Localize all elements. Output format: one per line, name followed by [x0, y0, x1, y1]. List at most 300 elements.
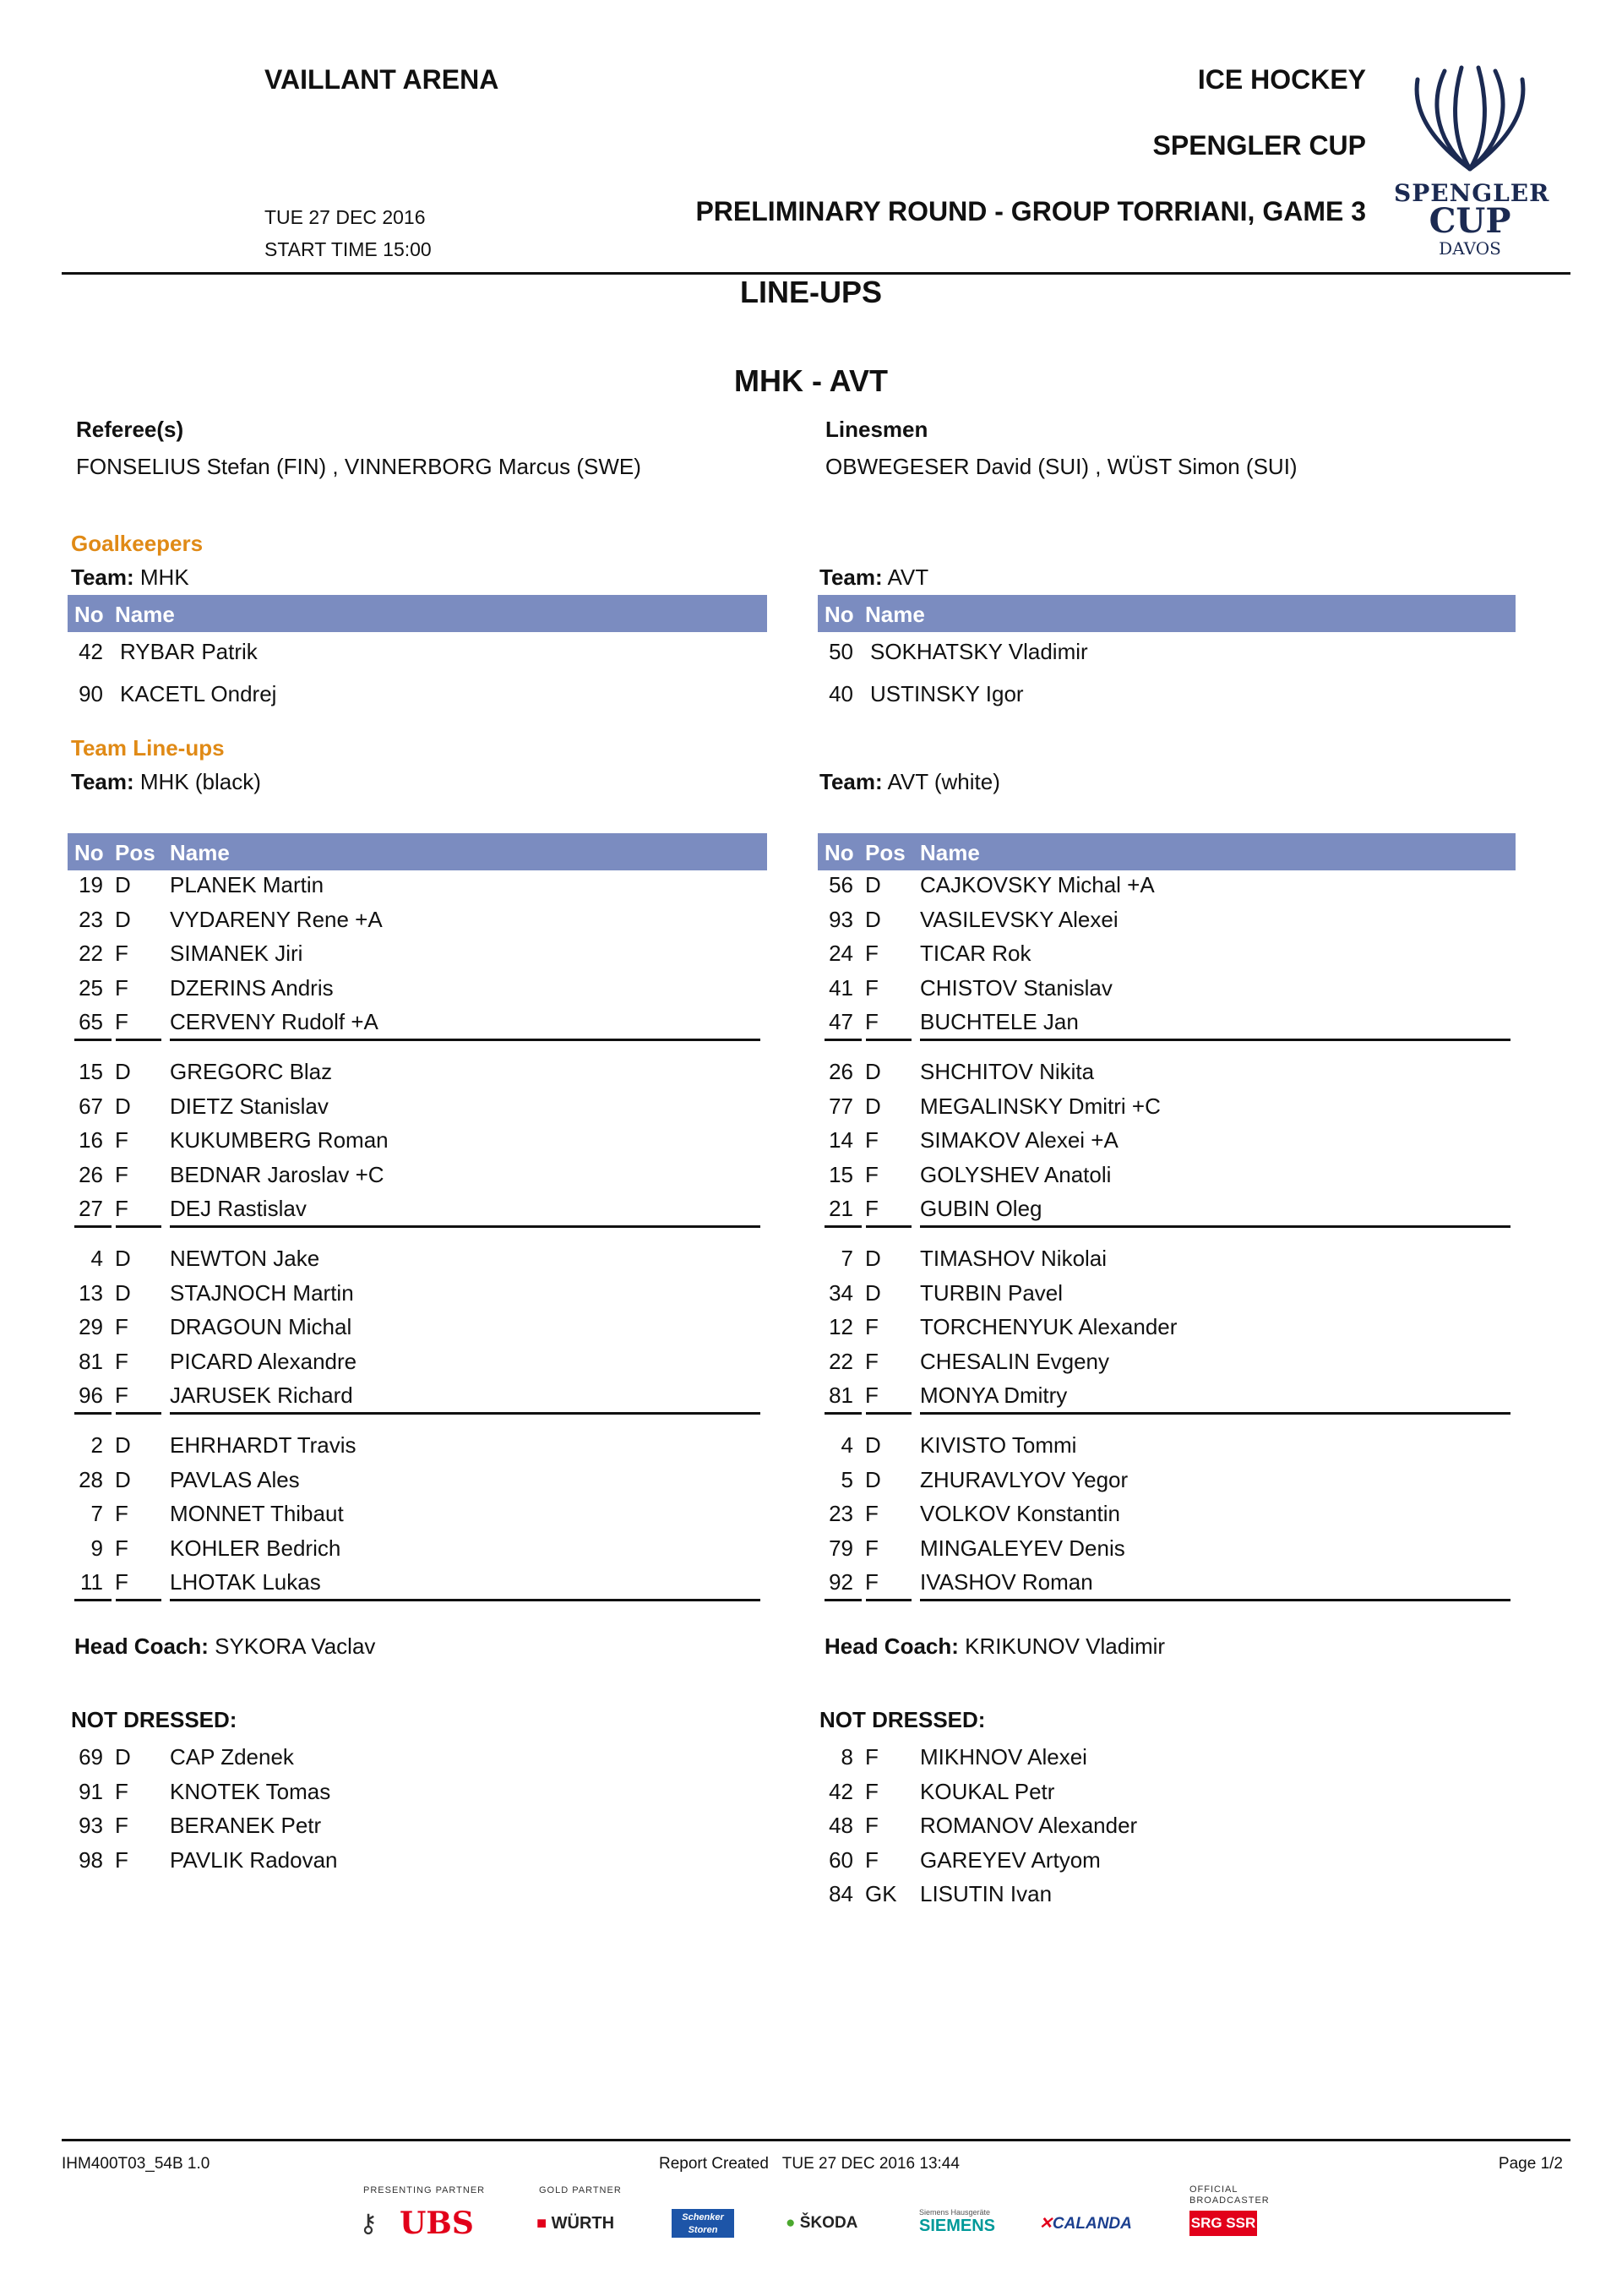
col-no: No [825, 602, 854, 627]
player-number: 84 [829, 1881, 853, 1906]
player-name: TURBIN Pavel [920, 1279, 1064, 1306]
player-row [68, 907, 743, 941]
player-position: F [115, 1813, 128, 1838]
broadcaster-label-2: BROADCASTER [1189, 2195, 1270, 2206]
player-position: F [865, 1383, 879, 1408]
line-separator [920, 1599, 1510, 1601]
player-position: D [865, 1466, 881, 1492]
gk-away-team [819, 564, 928, 591]
player-row [68, 1501, 743, 1535]
player-number: 11 [80, 1569, 103, 1595]
skoda-logo [786, 2214, 857, 2233]
player-number: 34 [829, 1279, 853, 1306]
crown-icon [1394, 61, 1546, 179]
col-name: Name [920, 840, 980, 865]
player-number: 98 [79, 1846, 103, 1873]
player-name: BERANEK Petr [170, 1813, 322, 1838]
start-time: START TIME 15:00 [264, 238, 432, 260]
player-position: D [865, 1093, 881, 1119]
player-position: F [865, 1813, 879, 1838]
coach-label: Head Coach: [825, 1633, 959, 1659]
report-created [659, 2155, 960, 2173]
player-row [68, 872, 743, 906]
player-row [818, 1349, 1494, 1383]
wurth-mark-icon: ■ [536, 2214, 547, 2233]
player-number: 77 [829, 1093, 853, 1119]
player-row [68, 1467, 743, 1501]
player-position: F [115, 1778, 128, 1804]
footer-rule [62, 2139, 1570, 2141]
player-position: D [115, 906, 131, 932]
player-position: F [865, 1535, 879, 1561]
player-number: 81 [829, 1383, 853, 1408]
col-no: No [74, 840, 104, 865]
player-name: BUCHTELE Jan [920, 1009, 1079, 1034]
broadcaster-label [1189, 2184, 1270, 2206]
player-number: 56 [829, 872, 853, 897]
linesmen-label: Linesmen [825, 417, 928, 442]
player-name: KUKUMBERG Roman [170, 1127, 389, 1153]
report-created-time: TUE 27 DEC 2016 13:44 [781, 2155, 960, 2173]
player-number: 4 [841, 1432, 853, 1458]
ubs-text: UBS [400, 2206, 474, 2241]
player-position: F [115, 1569, 128, 1595]
player-name: SIMAKOV Alexei +A [920, 1127, 1119, 1153]
player-position: D [865, 1059, 881, 1084]
gk-row [818, 681, 1494, 715]
not-dressed-row [818, 1881, 1494, 1915]
player-position: F [115, 1196, 128, 1221]
schenker-line2: Storen [688, 2225, 718, 2235]
gk-home-team [71, 564, 189, 591]
player-row [818, 1246, 1494, 1279]
team-name: MHK [139, 564, 189, 590]
player-position: F [865, 1846, 879, 1873]
lineup-away-team [819, 769, 1000, 795]
skoda-arrow-icon: ● [786, 2214, 796, 2232]
ubs-keys-icon: ⚷ [359, 2210, 378, 2238]
player-row [818, 941, 1494, 974]
col-no: No [74, 602, 104, 627]
player-name: JARUSEK Richard [170, 1383, 353, 1408]
player-position: F [865, 1196, 879, 1221]
player-position: D [115, 1466, 131, 1492]
not-dressed-row [68, 1813, 743, 1846]
not-dressed-row [818, 1813, 1494, 1846]
home-not-dressed-label: NOT DRESSED: [71, 1707, 237, 1732]
player-name: DIETZ Stanislav [170, 1093, 329, 1119]
player-name: CHESALIN Evgeny [920, 1348, 1109, 1374]
coach-name: KRIKUNOV Vladimir [965, 1633, 1166, 1659]
player-position: F [865, 1161, 879, 1187]
player-position: D [115, 1059, 131, 1084]
calanda-logo [1039, 2214, 1132, 2233]
broadcaster-label-1: OFFICIAL [1189, 2184, 1238, 2195]
round-info: PRELIMINARY ROUND - GROUP TORRIANI, GAME 3 [695, 196, 1366, 226]
player-position: F [865, 1127, 879, 1153]
line-separator [74, 1039, 112, 1041]
spengler-cup-logo [1394, 61, 1550, 264]
not-dressed-row [68, 1744, 743, 1778]
player-name: LHOTAK Lukas [170, 1569, 321, 1595]
player-position: F [865, 1314, 879, 1339]
player-name: CHISTOV Stanislav [920, 974, 1113, 1001]
player-position: D [865, 1246, 881, 1271]
player-name: TIMASHOV Nikolai [920, 1246, 1108, 1271]
srg-ssr-logo: SRG SSR [1189, 2211, 1257, 2236]
player-name: MIKHNOV Alexei [920, 1744, 1087, 1770]
team-name: AVT [887, 564, 929, 590]
line-separator [170, 1412, 760, 1415]
player-row [68, 1127, 743, 1161]
player-name: MONYA Dmitry [920, 1383, 1068, 1408]
line-separator [116, 1599, 161, 1601]
calanda-text: CALANDA [1052, 2215, 1132, 2233]
wurth-logo [536, 2214, 614, 2233]
player-row [68, 1349, 743, 1383]
player-position: F [115, 941, 128, 966]
not-dressed-row [818, 1744, 1494, 1778]
player-name: USTINSKY Igor [870, 681, 1024, 706]
player-number: 13 [79, 1279, 103, 1306]
player-position: F [115, 1009, 128, 1034]
player-row [68, 1535, 743, 1569]
player-row [68, 975, 743, 1009]
player-position: F [865, 1348, 879, 1374]
player-number: 26 [829, 1059, 853, 1084]
lineup-away-header [818, 833, 1516, 870]
player-number: 15 [829, 1161, 853, 1187]
player-number: 81 [79, 1348, 103, 1374]
gk-row [68, 639, 743, 673]
referees-value: FONSELIUS Stefan (FIN) , VINNERBORG Marcus (SWE) [76, 454, 641, 479]
player-number: 42 [79, 639, 103, 664]
gk-row [68, 681, 743, 715]
player-name: TORCHENYUK Alexander [920, 1314, 1178, 1339]
player-name: KOHLER Bedrich [170, 1535, 341, 1561]
player-position: F [865, 941, 879, 966]
player-position: F [865, 974, 879, 1001]
away-head-coach [825, 1633, 1165, 1660]
player-position: D [115, 1432, 131, 1458]
player-number: 16 [79, 1127, 103, 1153]
player-name: NEWTON Jake [170, 1246, 320, 1271]
player-position: D [115, 1279, 131, 1306]
team-name: AVT (white) [887, 769, 1000, 794]
player-position: F [115, 974, 128, 1001]
not-dressed-row [68, 1847, 743, 1881]
player-number: 42 [829, 1778, 853, 1804]
line-separator [825, 1039, 862, 1041]
player-name: KNOTEK Tomas [170, 1778, 331, 1804]
player-position: F [865, 1501, 879, 1526]
gold-partner-label: GOLD PARTNER [539, 2185, 622, 2195]
siemens-text: SIEMENS [919, 2217, 996, 2235]
siemens-logo [919, 2208, 995, 2236]
player-row [818, 1501, 1494, 1535]
presenting-partner-label: PRESENTING PARTNER [363, 2185, 486, 2195]
schenker-line1: Schenker [682, 2212, 724, 2222]
player-name: PAVLAS Ales [170, 1466, 300, 1492]
player-position: F [865, 1569, 879, 1595]
player-name: SOKHATSKY Vladimir [870, 639, 1088, 664]
line-separator [825, 1225, 862, 1228]
player-row [818, 872, 1494, 906]
line-separator [920, 1225, 1510, 1228]
match-date: TUE 27 DEC 2016 [264, 206, 426, 228]
player-name: GAREYEV Artyom [920, 1846, 1101, 1873]
player-name: CAP Zdenek [170, 1744, 294, 1770]
player-row [68, 941, 743, 974]
player-number: 67 [79, 1093, 103, 1119]
logo-line1: SPENGLER [1394, 179, 1550, 207]
player-name: KOUKAL Petr [920, 1778, 1055, 1804]
line-separator [866, 1599, 912, 1601]
team-label: Team: [71, 564, 134, 590]
player-number: 15 [79, 1059, 103, 1084]
team-label: Team: [819, 769, 883, 794]
player-number: 23 [829, 1501, 853, 1526]
player-name: GOLYSHEV Anatoli [920, 1161, 1112, 1187]
line-separator [866, 1412, 912, 1415]
player-name: VYDARENY Rene +A [170, 906, 383, 932]
player-number: 50 [829, 639, 853, 664]
coach-label: Head Coach: [74, 1633, 209, 1659]
player-name: ZHURAVLYOV Yegor [920, 1466, 1129, 1492]
page-title: LINE-UPS [739, 275, 882, 309]
col-name: Name [115, 602, 175, 627]
player-number: 91 [79, 1778, 103, 1804]
player-row [818, 1059, 1494, 1093]
logo-line3: DAVOS [1439, 238, 1501, 259]
player-name: ROMANOV Alexander [920, 1813, 1138, 1838]
player-number: 79 [829, 1535, 853, 1561]
team-label: Team: [71, 769, 134, 794]
player-row [68, 1314, 743, 1348]
player-position: F [865, 1778, 879, 1804]
line-separator [74, 1599, 112, 1601]
player-name: DZERINS Andris [170, 974, 334, 1001]
player-row [68, 1059, 743, 1093]
player-number: 90 [79, 681, 103, 706]
player-number: 69 [79, 1744, 103, 1770]
player-position: D [865, 1432, 881, 1458]
player-row [68, 1093, 743, 1127]
player-number: 2 [90, 1432, 103, 1458]
player-number: 93 [79, 1813, 103, 1838]
competition: SPENGLER CUP [1152, 130, 1366, 161]
player-number: 47 [829, 1009, 853, 1034]
col-name: Name [865, 602, 925, 627]
player-row [818, 1467, 1494, 1501]
line-separator [116, 1225, 161, 1228]
player-row [818, 907, 1494, 941]
player-number: 7 [90, 1501, 103, 1526]
player-number: 14 [829, 1127, 853, 1153]
player-position: F [865, 1009, 879, 1034]
player-name: PICARD Alexandre [170, 1348, 357, 1374]
player-name: VASILEVSKY Alexei [920, 906, 1119, 932]
player-position: F [115, 1127, 128, 1153]
player-number: 12 [829, 1314, 853, 1339]
gk-away-header [818, 595, 1516, 632]
logo-line2: CUP [1429, 201, 1511, 241]
player-number: 25 [79, 974, 103, 1001]
line-separator [920, 1039, 1510, 1041]
line-separator [825, 1412, 862, 1415]
player-number: 4 [90, 1246, 103, 1271]
player-number: 19 [79, 872, 103, 897]
player-name: CERVENY Rudolf +A [170, 1009, 378, 1034]
player-name: MEGALINSKY Dmitri +C [920, 1093, 1161, 1119]
player-number: 41 [829, 974, 853, 1001]
player-name: SHCHITOV Nikita [920, 1059, 1095, 1084]
player-position: F [115, 1501, 128, 1526]
report-created-label: Report Created [659, 2155, 769, 2173]
player-name: GREGORC Blaz [170, 1059, 333, 1084]
player-name: VOLKOV Konstantin [920, 1501, 1121, 1526]
player-position: GK [865, 1881, 897, 1906]
not-dressed-row [818, 1779, 1494, 1813]
player-position: F [115, 1535, 128, 1561]
player-number: 29 [79, 1314, 103, 1339]
siemens-small-text: Siemens Hausgeräte [919, 2208, 991, 2217]
player-name: GUBIN Oleg [920, 1196, 1042, 1221]
schenker-logo [672, 2209, 734, 2238]
player-name: DRAGOUN Michal [170, 1314, 352, 1339]
player-number: 7 [841, 1246, 853, 1271]
line-separator [920, 1412, 1510, 1415]
col-pos: Pos [865, 840, 906, 865]
player-position: F [865, 1744, 879, 1770]
player-name: STAJNOCH Martin [170, 1279, 354, 1306]
line-separator [866, 1039, 912, 1041]
line-separator [74, 1412, 112, 1415]
player-position: D [865, 906, 881, 932]
line-separator [116, 1039, 161, 1041]
player-number: 22 [79, 941, 103, 966]
player-position: D [115, 872, 131, 897]
col-pos: Pos [115, 840, 155, 865]
player-row [818, 975, 1494, 1009]
player-position: D [865, 872, 881, 897]
lineup-home-team [71, 769, 261, 795]
player-row [818, 1535, 1494, 1569]
player-name: SIMANEK Jiri [170, 941, 303, 966]
player-number: 60 [829, 1846, 853, 1873]
player-row [818, 1093, 1494, 1127]
player-row [68, 1246, 743, 1279]
col-name: Name [170, 840, 230, 865]
referees-label: Referee(s) [76, 417, 184, 442]
calanda-mark-icon: ✕ [1039, 2215, 1053, 2233]
player-row [818, 1162, 1494, 1196]
linesmen-value: OBWEGESER David (SUI) , WÜST Simon (SUI) [825, 454, 1298, 479]
not-dressed-row [818, 1847, 1494, 1881]
away-not-dressed-label: NOT DRESSED: [819, 1707, 986, 1732]
line-separator [74, 1225, 112, 1228]
line-separator [866, 1225, 912, 1228]
line-separator [825, 1599, 862, 1601]
player-name: TICAR Rok [920, 941, 1031, 966]
player-position: F [115, 1348, 128, 1374]
player-number: 5 [841, 1466, 853, 1492]
player-name: PLANEK Martin [170, 872, 324, 897]
venue: VAILLANT ARENA [264, 64, 499, 95]
player-position: F [115, 1846, 128, 1873]
player-name: RYBAR Patrik [120, 639, 258, 664]
player-position: F [115, 1383, 128, 1408]
player-name: CAJKOVSKY Michal +A [920, 872, 1155, 897]
player-number: 96 [79, 1383, 103, 1408]
player-number: 9 [90, 1535, 103, 1561]
home-head-coach [74, 1633, 375, 1660]
gk-home-header [68, 595, 767, 632]
player-position: F [115, 1161, 128, 1187]
player-position: D [115, 1246, 131, 1271]
player-number: 26 [79, 1161, 103, 1187]
player-row [68, 1432, 743, 1466]
page-number: Page 1/2 [1498, 2155, 1563, 2173]
player-name: EHRHARDT Travis [170, 1432, 357, 1458]
player-name: MINGALEYEV Denis [920, 1535, 1125, 1561]
coach-name: SYKORA Vaclav [215, 1633, 376, 1659]
sport: ICE HOCKEY [1197, 64, 1366, 95]
player-row [818, 1127, 1494, 1161]
player-name: KACETL Ondrej [120, 681, 277, 706]
line-separator [170, 1039, 760, 1041]
player-number: 48 [829, 1813, 853, 1838]
player-number: 40 [829, 681, 853, 706]
line-separator [170, 1599, 760, 1601]
player-position: F [115, 1314, 128, 1339]
player-row [818, 1432, 1494, 1466]
line-separator [170, 1225, 760, 1228]
player-position: D [865, 1279, 881, 1306]
player-number: 24 [829, 941, 853, 966]
player-row [68, 1280, 743, 1314]
player-number: 93 [829, 906, 853, 932]
skoda-text: ŠKODA [799, 2214, 858, 2232]
ubs-logo [359, 2204, 474, 2241]
player-name: DEJ Rastislav [170, 1196, 307, 1221]
player-row [68, 1162, 743, 1196]
team-label: Team: [819, 564, 883, 590]
player-number: 23 [79, 906, 103, 932]
col-no: No [825, 840, 854, 865]
player-name: MONNET Thibaut [170, 1501, 344, 1526]
player-number: 22 [829, 1348, 853, 1374]
team-name: MHK (black) [139, 769, 261, 794]
player-name: KIVISTO Tommi [920, 1432, 1077, 1458]
player-name: LISUTIN Ivan [920, 1881, 1053, 1906]
line-separator [116, 1412, 161, 1415]
player-number: 27 [79, 1196, 103, 1221]
player-row [818, 1280, 1494, 1314]
matchup-title: MHK - AVT [734, 363, 888, 398]
player-number: 28 [79, 1466, 103, 1492]
player-position: D [115, 1093, 131, 1119]
report-code: IHM400T03_54B 1.0 [62, 2155, 210, 2173]
player-number: 65 [79, 1009, 103, 1034]
gk-row [818, 639, 1494, 673]
player-number: 21 [829, 1196, 853, 1221]
lineup-home-header [68, 833, 767, 870]
player-name: IVASHOV Roman [920, 1569, 1093, 1595]
player-number: 8 [841, 1744, 853, 1770]
player-position: D [115, 1744, 131, 1770]
player-number: 92 [829, 1569, 853, 1595]
